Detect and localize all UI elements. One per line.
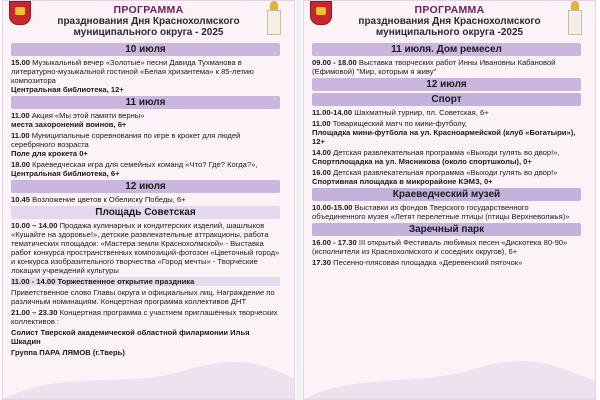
bell-tower-icon [565,1,585,35]
event-item: 10.00-15.00 Выставки из фондов Тверского государственного объединенного музея «Летят перелетные птицы (птицы Верхневолжья)» [312,203,570,221]
event-item: 10.00 – 14.00 Продажа кулинарных и кондитерских изделий, шашлыков «Кушайте на здоровье!», детские развлекательные аттракционы, работа тематических площадок: «Мастера земли Краснохолмской» - Выставка работ конкурса пространственных композиций-фотозон «Цветочный город» и конкурса изобразительного творчества «Город мечты» - Творческие локации учреждений культуры [11,221,280,275]
program-page-right [303,0,596,400]
coat-of-arms-icon [310,1,332,25]
page-gutter [296,0,302,400]
section-band: 12 июля [312,78,581,91]
program-content [312,41,581,269]
section-band: 10 июля [11,43,280,56]
event-item: 18.00 Краеведческая игра для семейных команд «Что? Где? Когда?», Центральная библиотека, 6+ [11,160,258,178]
event-item: 11.00 Товарищеский матч по мини-футболу, Площадка мини-футбола на ул. Красноармейской (клуб «Богатыри»), 12+ [312,119,576,146]
event-item: Приветственное слово Главы округа и официальных лиц. Награждение по различным номинациям. Концертная программа коллективов ДНТ [11,288,275,306]
event-item: Группа ПАРА ЛЯМОВ (г.Тверь) [11,348,125,357]
section-band: 11 июля. Дом ремесел [312,43,581,56]
event-item: 10.45 Возложение цветов к Обелиску Победы, 6+ [11,195,186,204]
page-subtitle-line-2: муниципального округа -2025 [375,27,524,38]
floral-ornament [3,359,295,399]
section-band: Площадь Советская [11,206,280,219]
event-item: 21.00 – 23.30 Концертная программа с участием приглашённых творческих коллективов : [11,308,278,326]
bell-tower-icon [264,1,284,35]
section-band: 11 июля [11,96,280,109]
event-item: 16.00 - 17.30 III открытый Фестиваль любимых песен «Дискотека 80-90» (исполнители из Краснохолмского и соседних округов), 6+ [312,238,568,256]
page-subtitle-line-2: муниципального округа - 2025 [73,27,224,38]
page-subtitle-line-1: празднования Дня Краснохолмского [57,16,240,27]
event-item: 15.00 Музыкальный вечер «Золотые» песни Давида Тухманова в литературно-музыкальной гостиной «Белая хризантема» к 85-летию композитора Центральная библиотека, 12+ [11,58,254,94]
event-item: 16.00 Детская развлекательная программа «Выходи гулять во двор!» Спортивная площадка в микрорайоне КЭМЗ, 0+ [312,168,558,186]
section-band: 12 июля [11,180,280,193]
program-page-left [2,0,295,400]
page-header [304,1,595,45]
coat-of-arms-icon [9,1,31,25]
event-item-highlighted: 11.00 - 14.00 Торжественное открытие праздника [11,277,280,286]
event-item: 17.30 Песенно-плясовая площадка «Деревенский пяточок» [312,258,523,267]
event-item: Солист Тверской академической областной филармонии Илья Шкадин [11,328,250,346]
page-title: ПРОГРАММА [113,4,184,16]
program-content [11,41,280,359]
page-header [3,1,294,45]
section-band: Заречный парк [312,223,581,236]
floral-ornament [304,359,596,399]
event-item: 11.00 Акция «Мы этой памяти верны» места захоронений воинов, 6+ [11,111,145,129]
event-item: 09.00 - 18.00 Выставка творческих работ Инны Ивановны Кабановой (Ефимовой) "Мир, которым я живу" [312,58,556,76]
page-title: ПРОГРАММА [414,4,485,16]
page-subtitle-line-1: празднования Дня Краснохолмского [358,16,541,27]
event-item: 11.00 Муниципальные соревнования по игре в крокет для людей серебряного возраста Поле для крокета 0+ [11,131,241,158]
section-band: Краеведческий музей [312,188,581,201]
event-item: 14.00 Детская развлекательная программа «Выходи гулять во двор!», Спортплощадка на ул. Мясникова (около спортшколы), 0+ [312,148,560,166]
section-band: Спорт [312,93,581,106]
event-item: 11.00-14.00 Шахматный турнир, пл. Советская, 6+ [312,108,489,117]
